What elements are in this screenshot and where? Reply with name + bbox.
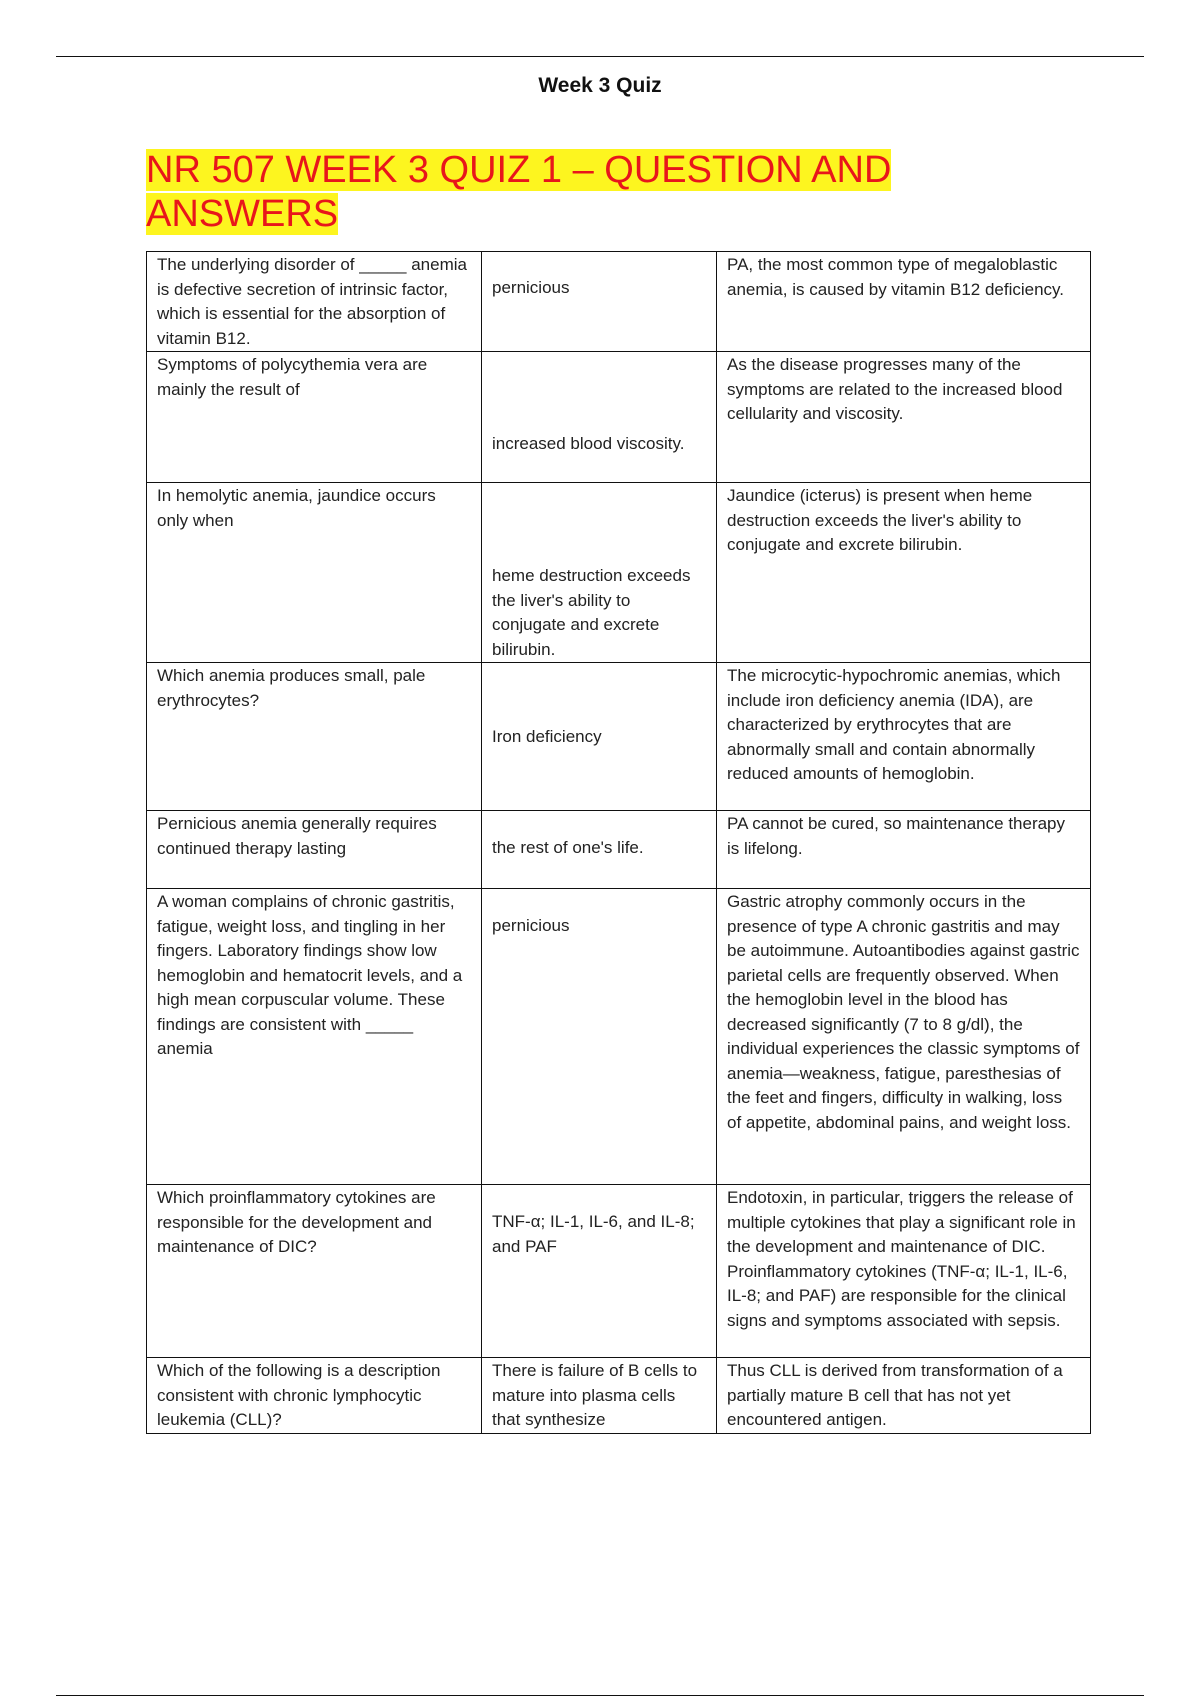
answer-cell: the rest of one's life. bbox=[482, 811, 717, 889]
table-row bbox=[147, 352, 1091, 483]
document-title bbox=[146, 148, 946, 236]
rationale-cell: The microcytic-hypochromic anemias, which include iron deficiency anemia (IDA), are characterized by erythrocytes that are abnormally small and contain abnormally reduced amounts of hemoglobin. bbox=[717, 663, 1091, 811]
answer-cell: heme destruction exceeds the liver's ability to conjugate and excrete bilirubin. bbox=[482, 483, 717, 663]
rationale-cell: As the disease progresses many of the symptoms are related to the increased blood cellularity and viscosity. bbox=[717, 352, 1091, 483]
page-header: Week 3 Quiz bbox=[538, 74, 662, 97]
rationale-cell: Gastric atrophy commonly occurs in the presence of type A chronic gastritis and may be autoimmune. Autoantibodies against gastric parietal cells are frequently observed. When the hemoglobin level in the blood has decreased significantly (7 to 8 g/dl), the individual experiences the classic symptoms of anemia—weakness, fatigue, paresthesias of the feet and fingers, difficulty in walking, loss of appetite, abdominal pains, and weight loss. bbox=[717, 889, 1091, 1185]
table-row bbox=[147, 1185, 1091, 1358]
answer-cell: There is failure of B cells to mature into plasma cells that synthesize bbox=[482, 1358, 717, 1434]
rationale-cell: PA, the most common type of megaloblastic anemia, is caused by vitamin B12 deficiency. bbox=[717, 252, 1091, 352]
rationale-cell: Thus CLL is derived from transformation of a partially mature B cell that has not yet encountered antigen. bbox=[717, 1358, 1091, 1434]
qa-table bbox=[146, 251, 1091, 1434]
question-cell: Which of the following is a description consistent with chronic lymphocytic leukemia (CLL)? bbox=[147, 1358, 482, 1434]
question-cell: Which proinflammatory cytokines are responsible for the development and maintenance of DIC? bbox=[147, 1185, 482, 1358]
question-cell: In hemolytic anemia, jaundice occurs only when bbox=[147, 483, 482, 663]
answer-cell: TNF-α; IL-1, IL-6, and IL-8; and PAF bbox=[482, 1185, 717, 1358]
answer-cell: pernicious bbox=[482, 889, 717, 1185]
document-title-highlight: NR 507 WEEK 3 QUIZ 1 – QUESTION AND ANSWERS bbox=[146, 149, 892, 235]
answer-cell: pernicious bbox=[482, 252, 717, 352]
table-row bbox=[147, 889, 1091, 1185]
rationale-cell: Endotoxin, in particular, triggers the release of multiple cytokines that play a significant role in the development and maintenance of DIC. Proinflammatory cytokines (TNF-α; IL-1, IL-6, IL-8; and PAF) are responsible for the clinical signs and symptoms associated with sepsis. bbox=[717, 1185, 1091, 1358]
question-cell: The underlying disorder of _____ anemia is defective secretion of intrinsic factor, which is essential for the absorption of vitamin B12. bbox=[147, 252, 482, 352]
table-row bbox=[147, 252, 1091, 352]
header-rule bbox=[56, 56, 1144, 57]
rationale-cell: PA cannot be cured, so maintenance therapy is lifelong. bbox=[717, 811, 1091, 889]
footer-rule bbox=[56, 1695, 1144, 1696]
table-row bbox=[147, 663, 1091, 811]
question-cell: Pernicious anemia generally requires continued therapy lasting bbox=[147, 811, 482, 889]
question-cell: Symptoms of polycythemia vera are mainly the result of bbox=[147, 352, 482, 483]
table-row bbox=[147, 1358, 1091, 1434]
table-row bbox=[147, 811, 1091, 889]
question-cell: A woman complains of chronic gastritis, fatigue, weight loss, and tingling in her fingers. Laboratory findings show low hemoglobin and hematocrit levels, and a high mean corpuscular volume. These findings are consistent with _____ anemia bbox=[147, 889, 482, 1185]
table-row bbox=[147, 483, 1091, 663]
answer-cell: Iron deficiency bbox=[482, 663, 717, 811]
answer-cell: increased blood viscosity. bbox=[482, 352, 717, 483]
question-cell: Which anemia produces small, pale erythrocytes? bbox=[147, 663, 482, 811]
rationale-cell: Jaundice (icterus) is present when heme destruction exceeds the liver's ability to conjugate and excrete bilirubin. bbox=[717, 483, 1091, 663]
